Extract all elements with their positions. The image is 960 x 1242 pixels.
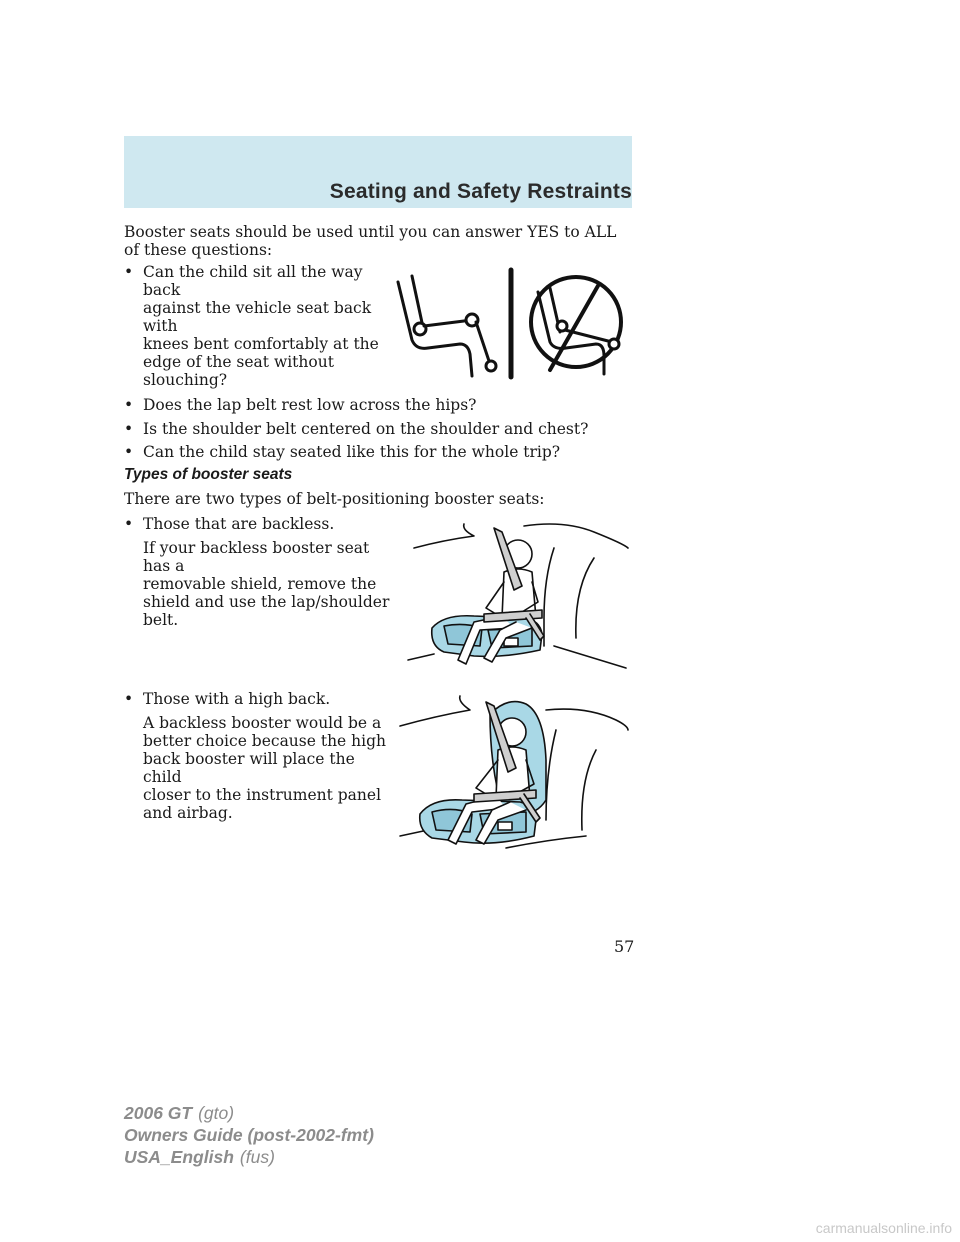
question-line: against the vehicle seat back with — [143, 299, 372, 335]
footer-model-code: (gto) — [198, 1103, 235, 1123]
bullet-icon: • — [124, 690, 134, 708]
types-intro: There are two types of belt-positioning booster seats: — [124, 490, 545, 508]
question-line: Is the shoulder belt centered on the shoulder and chest? — [143, 420, 589, 438]
booster-type-label: Those that are backless. — [143, 515, 335, 533]
description-line: better choice because the high — [143, 732, 387, 750]
watermark: carmanualsonline.info — [815, 1220, 952, 1236]
intro-paragraph: Booster seats should be used until you can answer YES to ALL of these questions: — [124, 223, 617, 259]
question-item — [124, 263, 394, 389]
bullet-icon: • — [124, 443, 134, 461]
question-item — [124, 396, 644, 416]
booster-type-item — [124, 515, 394, 535]
question-item — [124, 420, 644, 440]
high-back-booster-illustration — [396, 690, 630, 858]
bullet-icon: • — [124, 420, 134, 438]
footer-language: USA_English — [124, 1147, 234, 1167]
question-line: Can the child stay seated like this for the whole trip? — [143, 443, 561, 461]
booster-type-label: Those with a high back. — [143, 690, 331, 708]
question-line: Does the lap belt rest low across the hips? — [143, 396, 477, 414]
question-line: edge of the seat without — [143, 353, 334, 371]
description-line: closer to the instrument panel — [143, 786, 382, 804]
question-line: Can the child sit all the way back — [143, 263, 363, 299]
booster-type-description — [143, 714, 393, 822]
description-line: removable shield, remove the — [143, 575, 377, 593]
footer-model: 2006 GT — [124, 1103, 193, 1123]
footer-language-code: (fus) — [239, 1147, 275, 1167]
booster-type-description — [143, 539, 393, 629]
question-item — [124, 443, 644, 463]
description-line: belt. — [143, 611, 179, 629]
bullet-icon: • — [124, 396, 134, 414]
question-line: slouching? — [143, 371, 228, 389]
description-line: and airbag. — [143, 804, 233, 822]
description-line: back booster will place the child — [143, 750, 355, 786]
backless-booster-illustration — [404, 518, 630, 672]
bullet-icon: • — [124, 515, 134, 533]
seat-posture-illustration — [390, 262, 635, 384]
description-line: shield and use the lap/shoulder — [143, 593, 390, 611]
footer-line — [124, 1103, 234, 1123]
question-line: knees bent comfortably at the — [143, 335, 379, 353]
footer-line — [124, 1147, 275, 1167]
footer-line — [124, 1125, 374, 1145]
description-line: If your backless booster seat has a — [143, 539, 370, 575]
page-number: 57 — [614, 937, 635, 956]
section-title: Seating and Safety Restraints — [329, 180, 632, 203]
footer-guide: Owners Guide (post-2002-fmt) — [124, 1125, 374, 1145]
booster-type-item — [124, 690, 394, 710]
types-heading: Types of booster seats — [124, 466, 293, 483]
description-line: A backless booster would be a — [143, 714, 382, 732]
bullet-icon: • — [124, 263, 134, 281]
